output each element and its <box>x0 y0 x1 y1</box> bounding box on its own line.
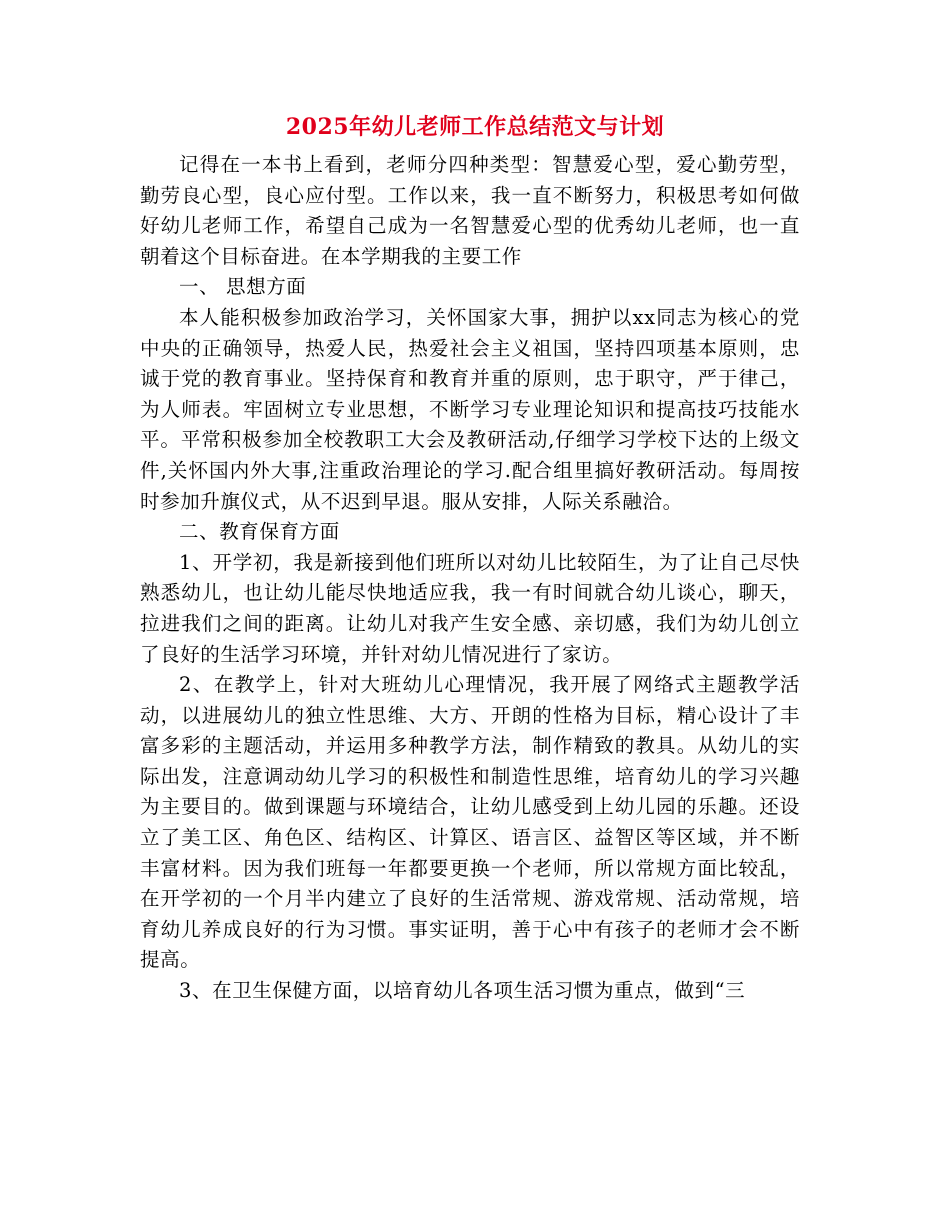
document-title: 2025年幼儿老师工作总结范文与计划 <box>285 114 665 140</box>
section-heading-education: 二、教育保育方面 <box>179 520 340 544</box>
paragraph-intro: 记得在一本书上看到，老师分四种类型：智慧爱心型，爱心勤劳型，勤劳良心型，良心应付型。工作以来，我一直不断努力，积极思考如何做好幼儿老师工作，希望自己成为一名智慧爱心型的优秀幼儿老师，也一直朝着这个目标奋进。在本学期我的主要工作 <box>140 153 800 268</box>
section-heading-thought: 一、 思想方面 <box>179 275 307 299</box>
paragraph-item-2: 2、在教学上，针对大班幼儿心理情况，我开展了网络式主题教学活动，以进展幼儿的独立性思维、大方、开朗的性格为目标，精心设计了丰富多彩的主题活动，并运用多种教学方法，制作精致的教具。从幼儿的实际出发，注意调动幼儿学习的积极性和制造性思维，培育幼儿的学习兴趣为主要目的。做到课题与环境结合，让幼儿感受到上幼儿园的乐趣。还设立了美工区、角色区、结构区、计算区、语言区、益智区等区域，并不断丰富材料。因为我们班每一年都要更换一个老师，所以常规方面比较乱，在开学初的一个月半内建立了良好的生活常规、游戏常规、活动常规，培育幼儿养成良好的行为习惯。事实证明，善于心中有孩子的老师才会不断提高。 <box>140 673 800 972</box>
document-body <box>140 150 800 1007</box>
paragraph-thought: 本人能积极参加政治学习，关怀国家大事，拥护以xx同志为核心的党中央的正确领导，热爱人民，热爱社会主义祖国，坚持四项基本原则，忠诚于党的教育事业。坚持保育和教育并重的原则，忠于职守，严于律己，为人师表。牢固树立专业思想，不断学习专业理论知识和提高技巧技能水平。平常积极参加全校教职工大会及教研活动,仔细学习学校下达的上级文件,关怀国内外大事,注重政治理论的学习.配合组里搞好教研活动。每周按时参加升旗仪式，从不迟到早退。服从安排，人际关系融洽。 <box>140 305 800 513</box>
paragraph-item-3: 3、在卫生保健方面，以培育幼儿各项生活习惯为重点，做到“三 <box>179 979 746 1003</box>
paragraph-item-1: 1、开学初，我是新接到他们班所以对幼儿比较陌生，为了让自己尽快熟悉幼儿，也让幼儿能尽快地适应我，我一有时间就合幼儿谈心，聊天，拉进我们之间的距离。让幼儿对我产生安全感、亲切感，我们为幼儿创立了良好的生活学习环境，并针对幼儿情况进行了家访。 <box>140 550 800 666</box>
